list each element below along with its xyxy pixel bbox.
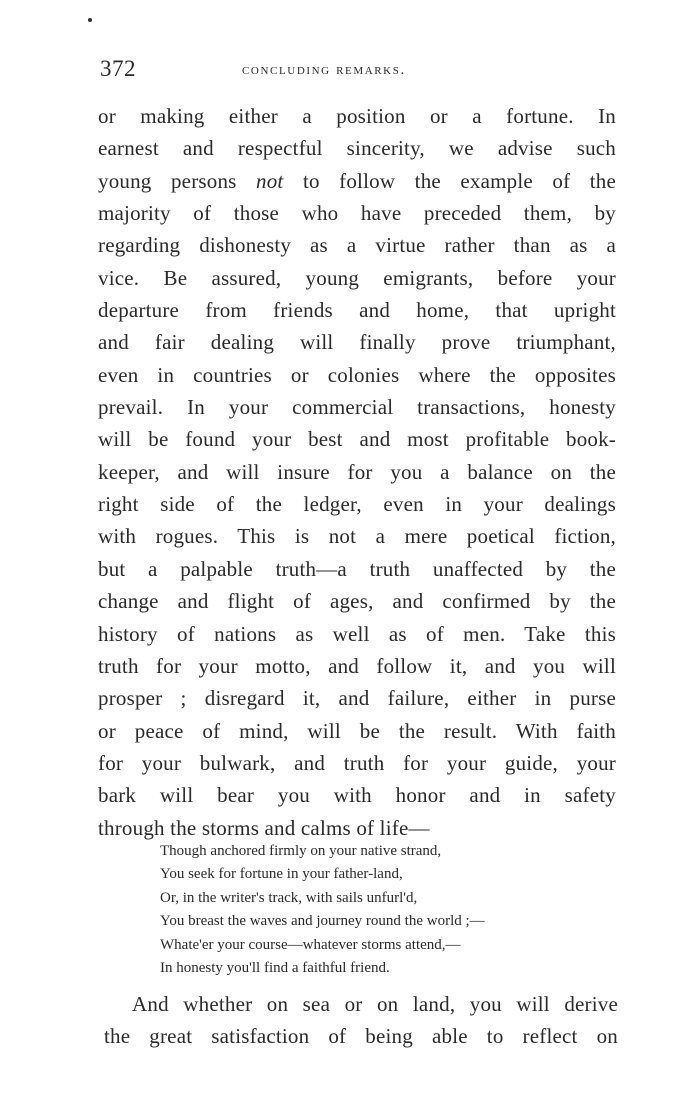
text-line: regarding dishonesty as a virtue rather than as a [98, 233, 616, 258]
text-line: prosper ; disregard it, and failure, either in purse [98, 686, 616, 711]
text-line: with rogues. This is not a mere poetical fiction, [98, 524, 616, 549]
text-line: or making either a position or a fortune. In [98, 104, 616, 128]
text-line: through the storms and calms of life— [98, 815, 430, 840]
text-line: history of nations as well as of men. Take this [98, 621, 616, 646]
text-line: truth for your motto, and follow it, and you will [98, 653, 616, 678]
text-line: and fair dealing will finally prove triumphant, [98, 330, 616, 355]
running-head: concluding remarks. [242, 62, 406, 78]
verse-line: Though anchored firmly on your native strand, [160, 843, 442, 859]
text-line: but a palpable truth—a truth unaffected by the [98, 556, 616, 581]
text-line: keeper, and will insure for you a balance on the [98, 459, 616, 484]
paragraph-1 [98, 100, 616, 844]
text-line: majority of those who have preceded them, by [98, 201, 616, 226]
text-line: for your bulwark, and truth for your guide, your [98, 750, 616, 775]
text-line: earnest and respectful sincerity, we advise such [98, 136, 616, 161]
verse-line: In honesty you'll find a faithful friend. [160, 959, 390, 976]
text-line: bark will bear you with honor and in safety [98, 783, 616, 808]
text-fragment: young persons [98, 168, 237, 193]
text-fragment: to follow the example of the [302, 168, 617, 193]
verse-line: You seek for fortune in your father-land, [160, 866, 403, 883]
verse-line: Whate'er your course—whatever storms attend,— [160, 936, 461, 953]
paragraph-2 [104, 988, 618, 1053]
verse-line: Or, in the writer's track, with sails unfurl'd, [160, 889, 418, 906]
verse-line: You breast the waves and journey round the world ;— [160, 913, 485, 930]
ink-speck [88, 18, 92, 22]
verse-block [160, 840, 580, 980]
text-line [98, 165, 616, 197]
text-line: departure from friends and home, that upright [98, 298, 616, 323]
text-line: And whether on sea or on land, you will derive [132, 992, 618, 1016]
page-header [100, 56, 620, 82]
text-line: will be found your best and most profitable book- [98, 427, 616, 452]
text-line: the great satisfaction of being able to reflect on [104, 1024, 618, 1049]
text-line: prevail. In your commercial transactions, honesty [98, 395, 616, 420]
text-line: vice. Be assured, young emigrants, before your [98, 265, 616, 290]
text-line: or peace of mind, will be the result. With faith [98, 718, 616, 743]
text-line: even in countries or colonies where the opposites [98, 362, 616, 387]
text-line: change and flight of ages, and confirmed by the [98, 589, 616, 614]
page-number: 372 [100, 56, 136, 81]
text-line: right side of the ledger, even in your dealings [98, 492, 616, 517]
italic-word: not [256, 168, 284, 193]
